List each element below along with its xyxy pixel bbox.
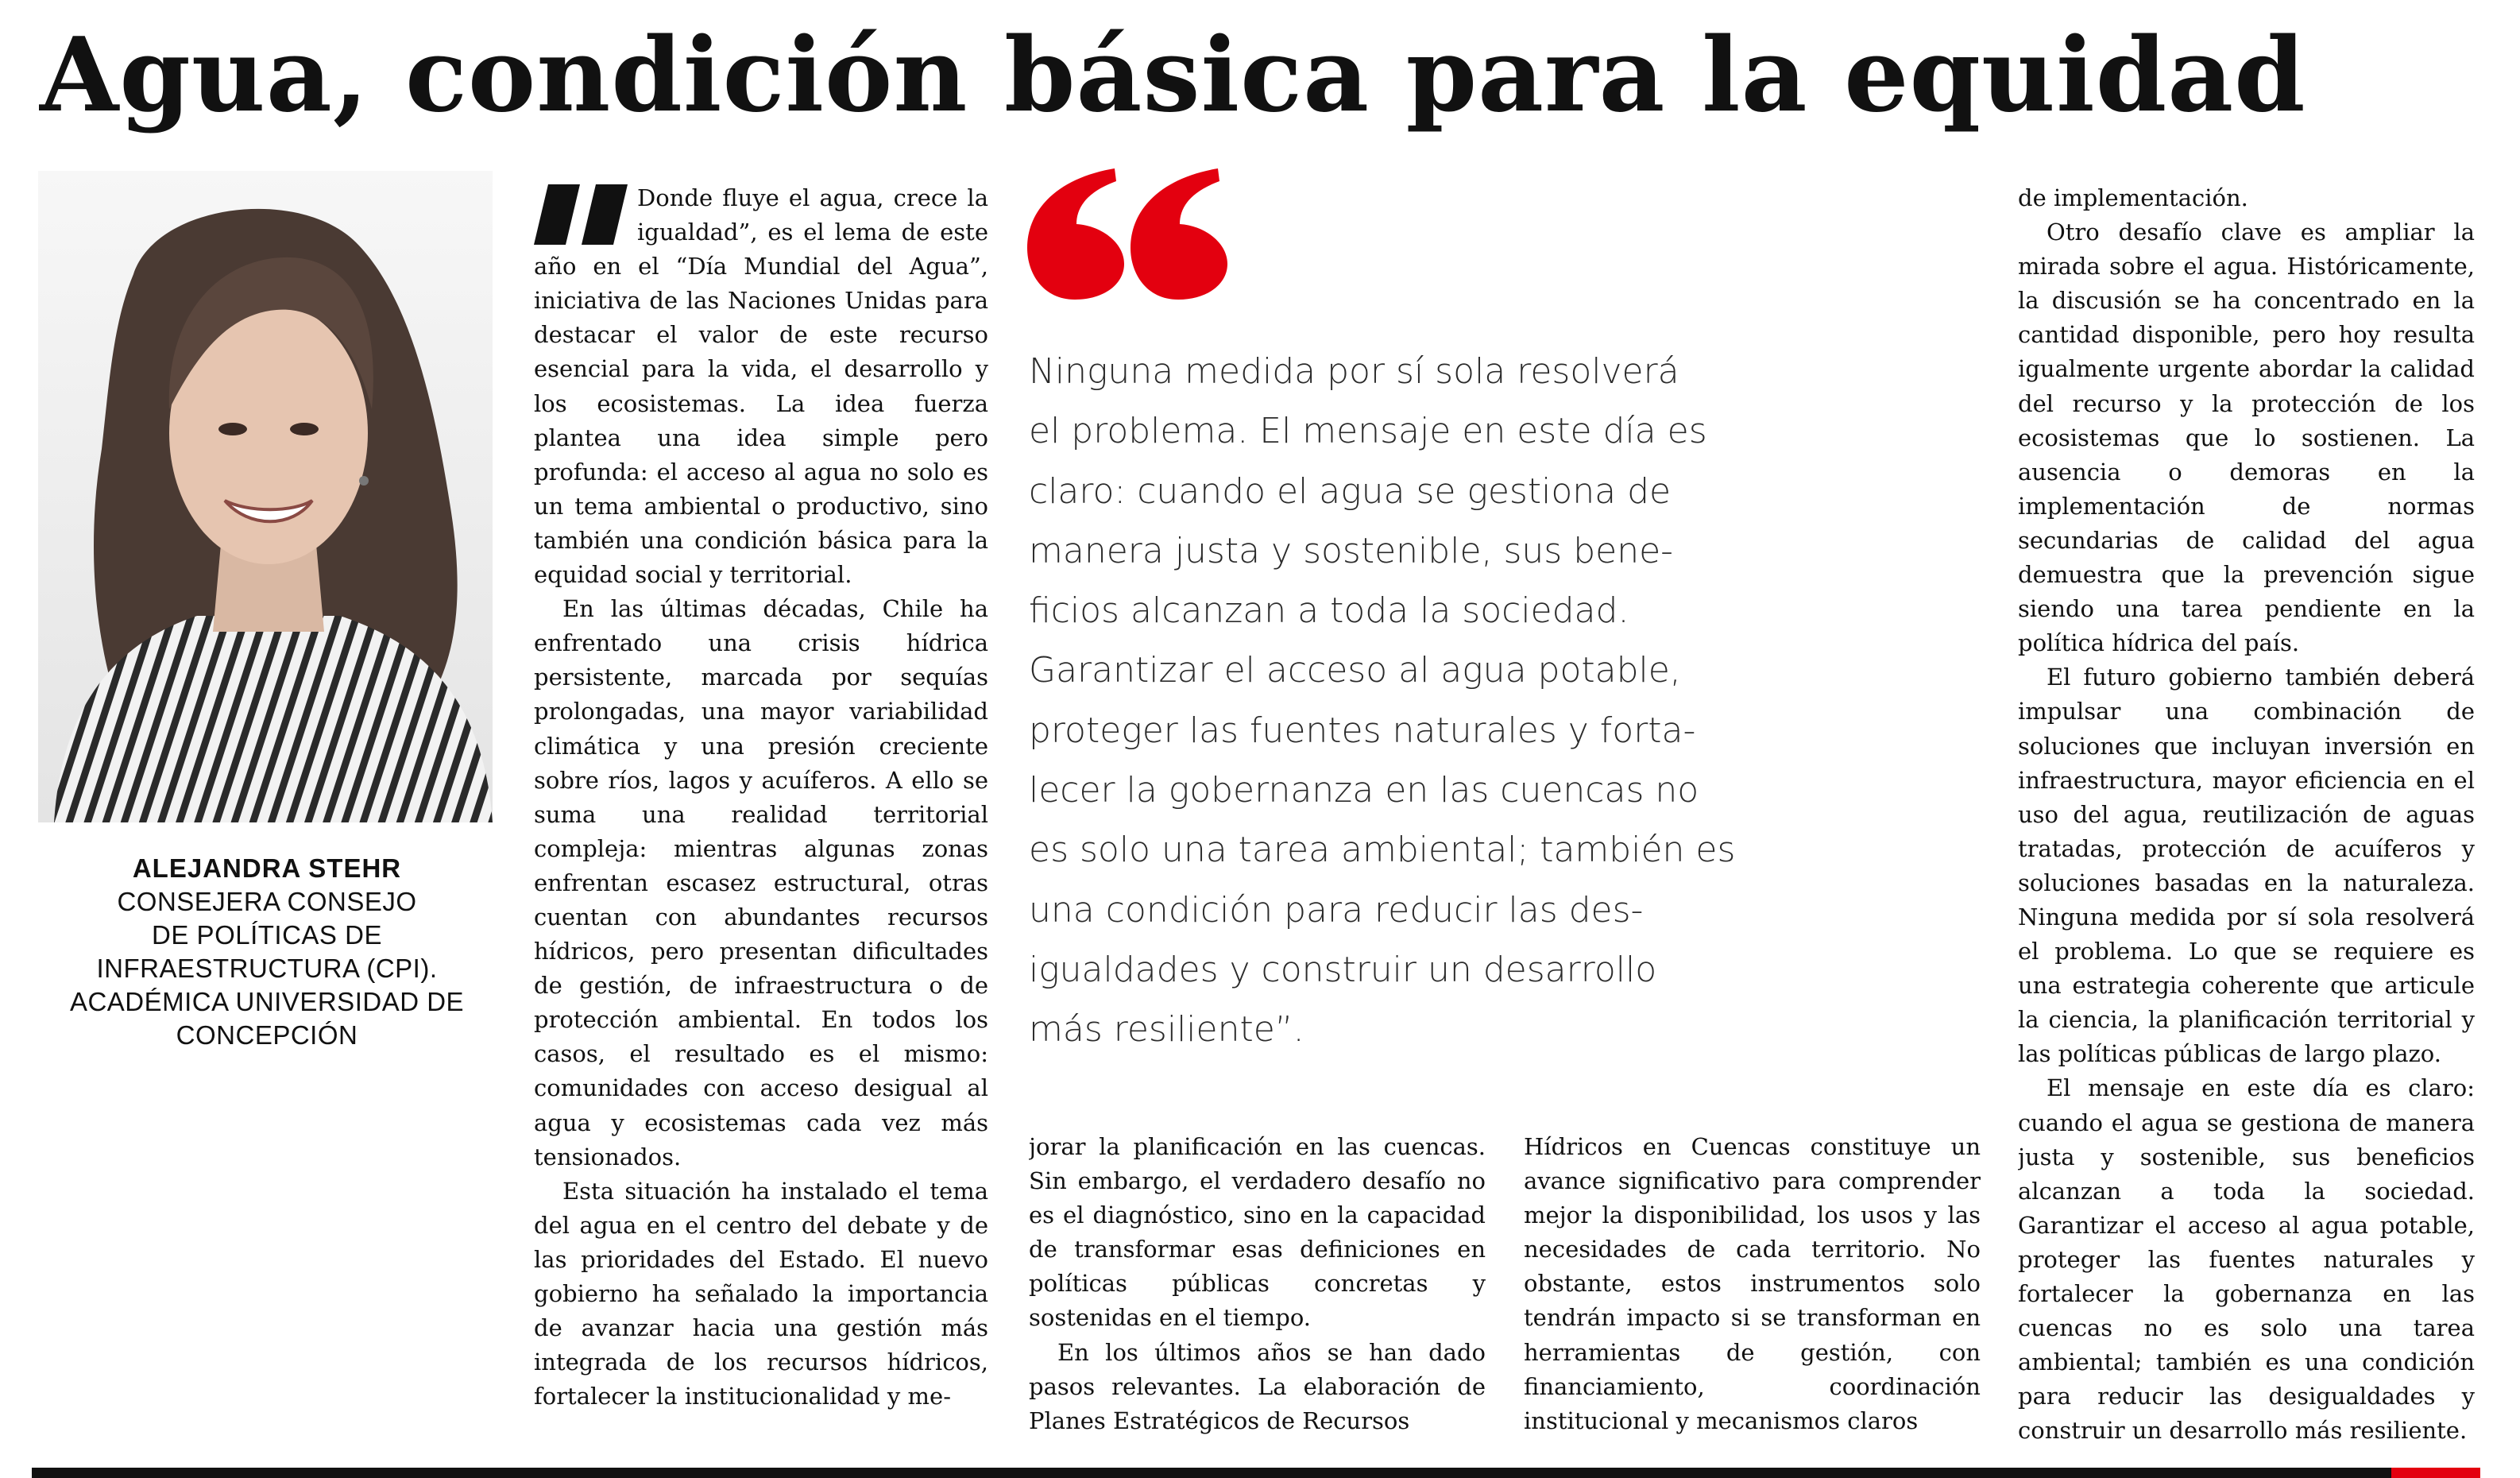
paragraph: Esta situación ha instalado el tema del agua en el centro del debate y de las prioridades del Estado. El nuevo gobierno ha señalado la importancia de avanzar hacia una gestión más integrada de los recursos hídricos, fortalecer la institucionalidad y me- bbox=[534, 1177, 988, 1410]
paragraph: El mensaje en este día es claro: cuando el agua se gestiona de manera justa y sostenible, sus beneficios alcanzan a toda la sociedad. Garantizar el acceso al agua potable, proteger las fuentes naturales y fortalecer la gobernanza en las cuencas no es solo una tarea ambiental; también es una condición para reducir las desigualdades y construir un desarrollo más resiliente. bbox=[2018, 1074, 2475, 1445]
author-portrait-illustration bbox=[38, 171, 493, 822]
paragraph: En las últimas décadas, Chile ha enfrentado una crisis hídrica persistente, marcada por sequías prolongadas, una mayor variabilidad climática y una presión creciente sobre ríos, lagos y acuíferos. A ello se suma una realidad territorial compleja: mientras algunas zonas enfrentan escasez estructural, otras cuentan con abundantes recursos hídricos, pero presentan dificultades de gestión, de infraestructura o de protección ambiental. En todos los casos, el resultado es el mismo: comunidades con acceso desigual al agua y ecosistemas cada vez más tensionados. bbox=[534, 595, 988, 1170]
paragraph-with-dropmark bbox=[534, 181, 988, 592]
paragraph-text: Donde fluye el agua, crece la igualdad”, es el lema de este año en el “Día Mundial del Agua”, iniciativa de las Naciones Unidas para destacar el valor de este recurso esencial para la vida, el desarrollo y los ecosistemas. La idea fuerza plantea una idea simple pero profunda: el acceso al agua no solo es un tema ambiental o productivo, sino también una condición básica para la equidad social y territorial. bbox=[534, 184, 988, 589]
article-column-1 bbox=[534, 181, 988, 1453]
paragraph: jorar la planificación en las cuencas. Sin embargo, el verdadero desafío no es el diagnóstico, sino en la capacidad de transformar esas definiciones en políticas públicas concretas y sostenidas en el tiempo. bbox=[1029, 1133, 1486, 1332]
paragraph: El futuro gobierno también deberá impulsar una combinación de soluciones que incluyan inversión en infraestructura, mayor eficiencia en el uso del agua, reutilización de aguas tratadas, protección de acuíferos y soluciones basadas en la naturaleza. Ninguna medida por sí sola resolverá el problema. Lo que se requiere es una estrategia coherente que articule la ciencia, la planificación territorial y las políticas públicas de largo plazo. bbox=[2018, 664, 2475, 1068]
red-quotation-marks-icon bbox=[1021, 168, 1243, 304]
footer-rule bbox=[32, 1468, 2463, 1478]
paragraph: Hídricos en Cuencas constituye un avance significativo para comprender mejor la disponibilidad, los usos y las necesidades de cada territorio. No obstante, estos instrumentos solo tendrán impacto si se transforman en herramientas de gestión, con financiamiento, coordinación institucional y mecanismos claros bbox=[1524, 1133, 1981, 1434]
article-column-2 bbox=[1029, 1130, 1486, 1448]
black-quotation-marks-icon bbox=[534, 184, 628, 245]
author-photo bbox=[38, 171, 493, 822]
paragraph: de implementación. bbox=[2018, 184, 2248, 211]
author-role-line: CONCEPCIÓN bbox=[176, 1020, 358, 1050]
author-role-line: ACADÉMICA UNIVERSIDAD DE bbox=[69, 987, 465, 1016]
author-name: ALEJANDRA STEHR bbox=[132, 853, 402, 883]
author-role-line: INFRAESTRUCTURA (CPI). bbox=[96, 954, 438, 983]
article-column-4 bbox=[2018, 181, 2475, 1453]
author-byline bbox=[32, 852, 502, 1052]
paragraph: En los últimos años se han dado pasos relevantes. La elaboración de Planes Estratégicos de Recursos bbox=[1029, 1338, 1486, 1434]
article-column-3 bbox=[1524, 1130, 1981, 1448]
paragraph: Otro desafío clave es ampliar la mirada sobre el agua. Históricamente, la discusión se ha concentrado en la cantidad disponible, pero hoy resulta igualmente urgente abordar la calidad del recurso y la protección de los ecosistemas que lo sostienen. La ausencia o demoras en la implementación de normas secundarias de calidad del agua demuestra que la prevención sigue siendo una tarea pendiente en la política hídrica del país. bbox=[2018, 219, 2475, 657]
footer-accent bbox=[2391, 1468, 2480, 1478]
pull-quote: Ninguna medida por sí sola resolverá el problema. El mensaje en este día es claro: cuando el agua se gestiona de manera justa y sostenible, sus bene- ficios alcanzan a toda la sociedad. Garantizar el acceso al agua potable, proteger las fuentes naturales y forta- lecer la gobernanza en las cuencas no es solo una tarea ambiental; también es una condición para reducir las des- igualdades y construir un desarrollo más resiliente”. bbox=[1029, 351, 1736, 1050]
author-role-line: CONSEJERA CONSEJO bbox=[117, 887, 417, 916]
author-role-line: DE POLÍTICAS DE bbox=[152, 920, 382, 950]
headline: Agua, condición básica para la equidad bbox=[40, 16, 2306, 135]
